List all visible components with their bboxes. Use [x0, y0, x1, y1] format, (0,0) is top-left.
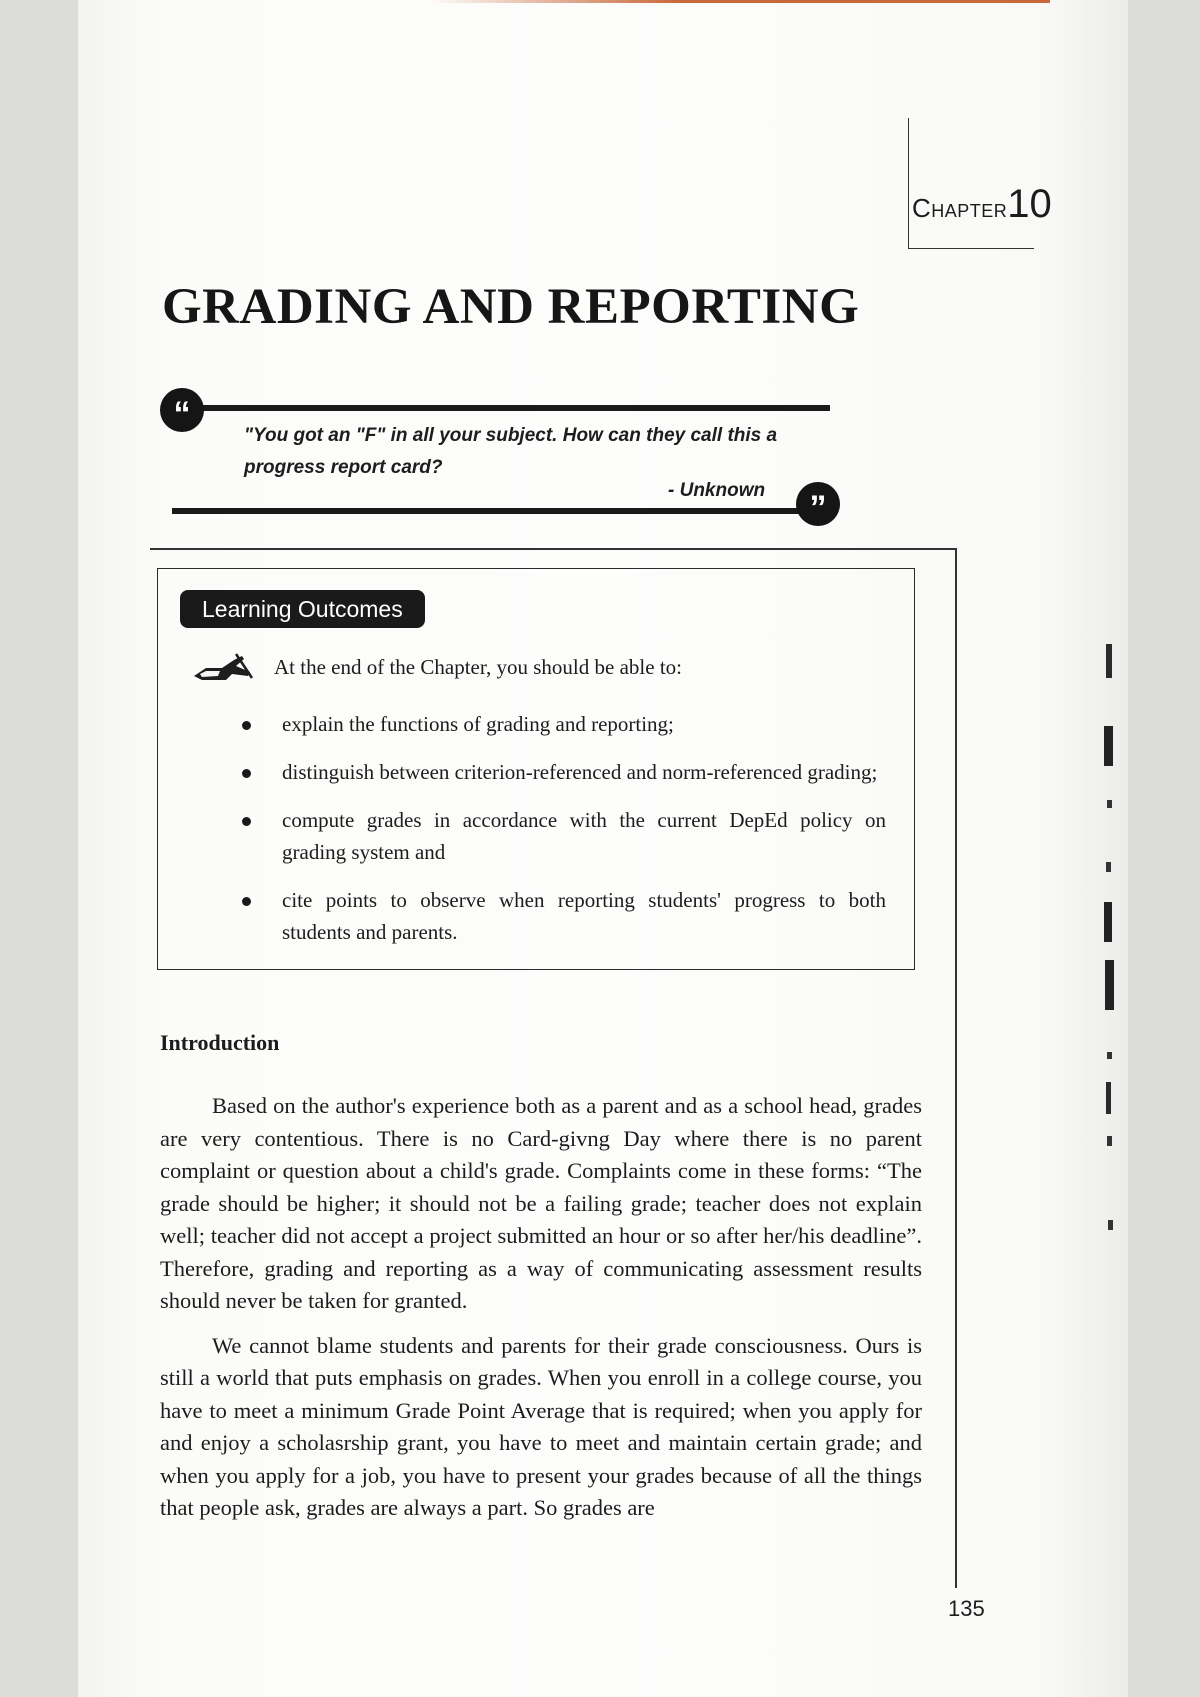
quote-bottom-rule — [172, 508, 802, 514]
outer-frame-right — [955, 548, 957, 1588]
learning-outcomes-intro: At the end of the Chapter, you should be able to: — [274, 655, 682, 679]
chapter-label — [912, 182, 1052, 227]
list-item: explain the functions of grading and reporting; — [236, 708, 886, 740]
learning-outcomes-list — [236, 708, 886, 964]
paragraph: Based on the author's experience both as a parent and as a school head, grades are very contentious. There is no Card-givng Day where there is no parent complaint or question about a child's grade. Complaints come in these forms: “The grade should be higher; it should not be a failing grade; teacher does not explain well; teacher did not accept a project submitted an hour or so after her/his deadline”. Therefore, grading and reporting as a way of communicating assessment results should never be taken for granted. — [160, 1093, 922, 1313]
page-edge-marks — [1090, 640, 1130, 1260]
top-edge-rule — [430, 0, 1050, 3]
open-quote-icon: “ — [160, 388, 204, 432]
introduction-body — [160, 1090, 922, 1537]
hand-writing-icon — [192, 650, 254, 684]
close-quote-icon: ” — [796, 482, 840, 526]
quote-text: "You got an "F" in all your subject. How can they call this a progress report card? — [244, 425, 778, 478]
list-item: compute grades in accordance with the current DepEd policy on grading system and — [236, 804, 886, 868]
quote-top-rule — [200, 405, 830, 411]
list-item: cite points to observe when reporting students' progress to both students and parents. — [236, 884, 886, 948]
section-heading-introduction: Introduction — [160, 1030, 280, 1055]
page-title: GRADING AND REPORTING — [162, 279, 860, 335]
learning-outcomes-label: Learning Outcomes — [180, 590, 425, 628]
chapter-number: 10 — [1007, 182, 1052, 226]
list-item: distinguish between criterion-referenced and norm-referenced grading; — [236, 756, 886, 788]
quote-author: - Unknown — [668, 480, 766, 501]
page-number: 135 — [948, 1596, 985, 1621]
chapter-word: Chapter — [912, 193, 1008, 223]
paragraph: We cannot blame students and parents for their grade consciousness. Ours is still a world that puts emphasis on grades. When you enroll in a college course, you have to meet a minimum Grade Point Average that is required; when you apply for and enjoy a scholasrship grant, you have to meet and maintain certain grade; and when you apply for a job, you have to present your grades because of all the things that people ask, grades are always a part. So grades are — [160, 1332, 922, 1520]
outer-frame-top — [150, 548, 956, 550]
